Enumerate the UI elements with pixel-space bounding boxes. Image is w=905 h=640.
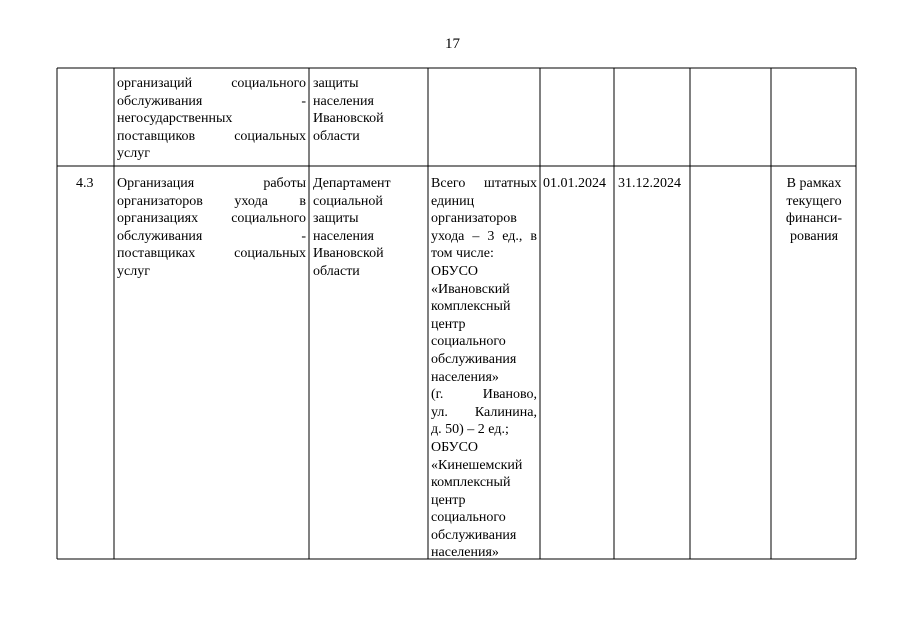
start-date-cell: 01.01.2024 [543,176,606,191]
executor-cell: защиты населения Ивановской области [313,76,384,144]
row-number: 4.3 [76,176,94,191]
page-number: 17 [445,36,460,52]
end-date-cell: 31.12.2024 [618,176,681,191]
event-cell: организаций социального обслуживания - негосударственных поставщиков социальных услуг [117,76,306,162]
event-cell: Организация работы организаторов ухода в организациях социального обслуживания - поставщиках социальных услуг [117,176,306,279]
executor-cell: Департамент социальной защиты населения Ивановской области [313,176,391,279]
indicator-cell: Всего штатных единиц организаторов ухода – 3 ед., в том числе: ОБУСО «Ивановский комплексный центр социального обслуживания населения» (г. Иваново, ул. Калинина, д. 50) – 2 ед.; ОБУСО «Кинешемский комплексный центр социального обслуживания населения» [431,176,537,561]
source-cell: В рамках текущего финанси- рования [785,176,843,244]
